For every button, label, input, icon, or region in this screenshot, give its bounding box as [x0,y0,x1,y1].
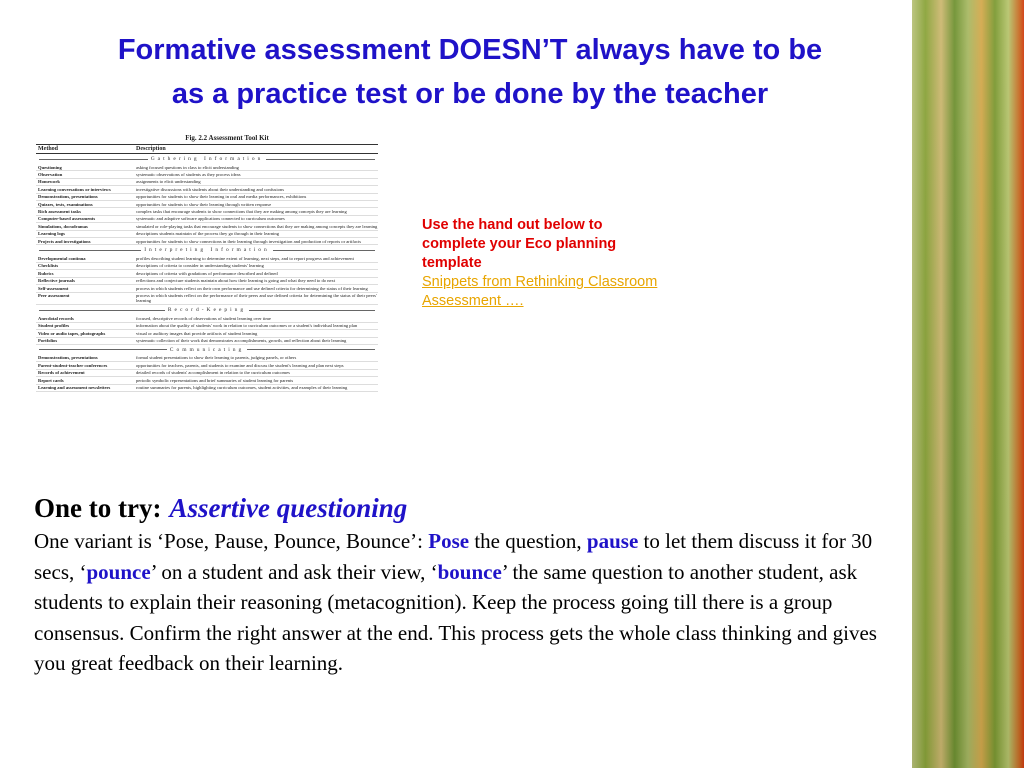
text-part-2: the question, [469,529,587,553]
toolkit-row [36,238,378,245]
toolkit-method: Questioning [38,164,62,170]
toolkit-row [36,293,378,306]
toolkit-description: investigative discussions with students about their understanding and confusions [136,186,285,192]
toolkit-description: profiles describing student learning to determine extent of learning, next steps, and to report progress and achievement [136,255,354,261]
toolkit-description: systematic and adaptive software applications connected to curriculum outcomes [136,216,285,222]
snippets-link[interactable]: Snippets from Rethinking Classroom Assessment …. [422,274,658,309]
text-part-4: ’ on a student and ask their view, ‘ [150,559,438,584]
toolkit-header [36,144,378,154]
assertive-questioning-topic: Assertive questioning [169,493,408,523]
toolkit-row [36,338,378,345]
toolkit-method: Portfolios [38,338,58,344]
toolkit-method: Parent-student-teacher conferences [38,362,108,368]
toolkit-row [36,223,378,230]
toolkit-description: process in which students reflect on their own performance and use defined criteria for determining the status of their learning [136,285,368,291]
handout-instruction: Use the hand out below to complete your Eco planning template [422,217,617,271]
toolkit-description: opportunities for teachers, parents, and students to examine and discuss the student's learning and plan next steps [136,362,344,368]
toolkit-description: information about the quality of students' work in relation to curriculum outcomes or a student's individual learning plan [136,323,358,329]
toolkit-method: Anecdotal records [38,315,74,321]
toolkit-row [36,201,378,208]
toolkit-description: opportunities for students to show connections in their learning through investigation and production of reports or artifacts [136,238,362,244]
toolkit-row [36,355,378,362]
text-part-3: to let them discuss it for 30 secs, ‘ [34,529,873,584]
toolkit-description: routine summaries for parents, highlighting curriculum outcomes, student activities, and examples of their learning [136,385,348,391]
toolkit-header-description: Description [136,146,166,152]
toolkit-row [36,270,378,277]
toolkit-description: assignments to elicit understanding [136,179,201,185]
keyword-pounce: pounce [86,559,151,584]
toolkit-row [36,323,378,330]
toolkit-description: detailed records of students' accomplishment in relation to the curriculum outcomes [136,370,290,376]
toolkit-method: Reflective journals [38,278,75,284]
toolkit-method: Video or audio tapes, photographs [38,330,106,336]
toolkit-method: Self-assessment [38,285,69,291]
toolkit-method: Demonstrations, presentations [38,194,98,200]
toolkit-method: Records of achievement [38,370,85,376]
toolkit-row [36,216,378,223]
toolkit-row [36,315,378,322]
handout-note [422,216,662,311]
toolkit-description: asking focused questions in class to elicit understanding [136,164,239,170]
assessment-tool-kit-image [36,134,378,392]
toolkit-method: Checklists [38,263,59,269]
toolkit-description: descriptions of criteria with gradations of performance described and defined [136,270,278,276]
toolkit-row [36,231,378,238]
toolkit-row [36,263,378,270]
toolkit-row [36,186,378,193]
toolkit-row [36,164,378,171]
toolkit-description: periodic symbolic representations and brief summaries of student learning for parents [136,377,294,383]
toolkit-method: Observation [38,171,63,177]
technique-description [34,526,904,679]
toolkit-row [36,370,378,377]
toolkit-description: descriptions of criteria to consider in understanding students' learning [136,263,264,269]
toolkit-method: Computer-based assessments [38,216,96,222]
toolkit-method: Learning and assessment newsletters [38,385,111,391]
toolkit-caption: Fig. 2.2 Assessment Tool Kit [185,134,269,142]
toolkit-row [36,362,378,369]
toolkit-section-heading: Record-Keeping [36,307,378,313]
toolkit-method: Developmental continua [38,255,86,261]
toolkit-body [36,156,378,392]
toolkit-row [36,208,378,215]
one-to-try-heading [34,490,904,526]
toolkit-description: descriptions students maintain of the process they go through in their learning [136,231,280,237]
toolkit-row [36,179,378,186]
toolkit-row [36,330,378,337]
keyword-bounce: bounce [437,559,502,584]
keyword-pose: Pose [428,529,470,553]
toolkit-method: Quizzes, tests, examinations [38,201,93,207]
toolkit-description: systematic observations of students as they process ideas [136,171,241,177]
toolkit-description: focused, descriptive records of observations of student learning over time [136,315,271,321]
toolkit-description: reflections and conjecture students maintain about how their learning is going and what they need to do next [136,278,336,284]
toolkit-row [36,285,378,292]
keyword-pause: pause [586,529,639,553]
toolkit-method: Learning logs [38,231,65,237]
text-part-1: One variant is ‘Pose, Pause, Pounce, Bounce’: [34,529,429,553]
decorative-side-bar [912,0,1024,768]
toolkit-method: Homework [38,179,60,185]
slide-title [30,28,910,116]
toolkit-method: Demonstrations, presentations [38,355,98,361]
toolkit-description: complex tasks that encourage students to show connections that they are making among concepts they are learning [136,208,347,214]
toolkit-description: opportunities for students to show their learning in oral and media performances, exhibitions [136,194,307,200]
toolkit-row [36,385,378,392]
toolkit-method: Peer assessment [38,293,70,298]
toolkit-method: Projects and investigations [38,238,91,244]
toolkit-section-heading: Interpreting Information [36,247,378,253]
toolkit-row [36,171,378,178]
toolkit-method: Learning conversations or interviews [38,186,111,192]
toolkit-method: Student profiles [38,323,70,329]
toolkit-method: Simulations, docudramas [38,223,88,229]
toolkit-description: process in which students reflect on the performance of their peers and use defined criteria for determining the status of their peers' learning [136,293,377,304]
one-to-try-section [34,490,904,679]
toolkit-description: visual or auditory images that provide artifacts of student learning [136,330,258,336]
title-line-1: Formative assessment DOESN’T always have to be [117,34,823,66]
toolkit-row [36,255,378,262]
toolkit-row [36,194,378,201]
toolkit-section-heading: Gathering Information [36,156,378,162]
toolkit-row [36,377,378,384]
toolkit-method: Report cards [38,377,64,383]
toolkit-description: simulated or role-playing tasks that encourage students to show connections that they are making among concepts they are learning [136,223,378,229]
toolkit-row [36,278,378,285]
toolkit-description: formal student presentations to show their learning to parents, judging panels, or others [136,355,297,361]
toolkit-section-heading: Communicating [36,347,378,353]
text-part-5: ’ the same question to another student, ask students to explain their reasoning (metacognition). Keep the process going till there is a group consensus. Confirm the right answer at the end. This process gets the whole class thinking and gives you great feedback on their learning. [34,559,877,675]
title-line-2: as a practice test or be done by the teacher [171,78,769,110]
toolkit-method: Rubrics [38,270,54,276]
toolkit-description: systematic collection of their work that demonstrates accomplishments, growth, and reflection about their learning [136,338,347,344]
toolkit-description: opportunities for students to show their learning through written response [136,201,272,207]
one-to-try-label: One to try: [34,493,162,523]
toolkit-header-method: Method [38,146,58,152]
toolkit-method: Rich assessment tasks [38,208,81,214]
